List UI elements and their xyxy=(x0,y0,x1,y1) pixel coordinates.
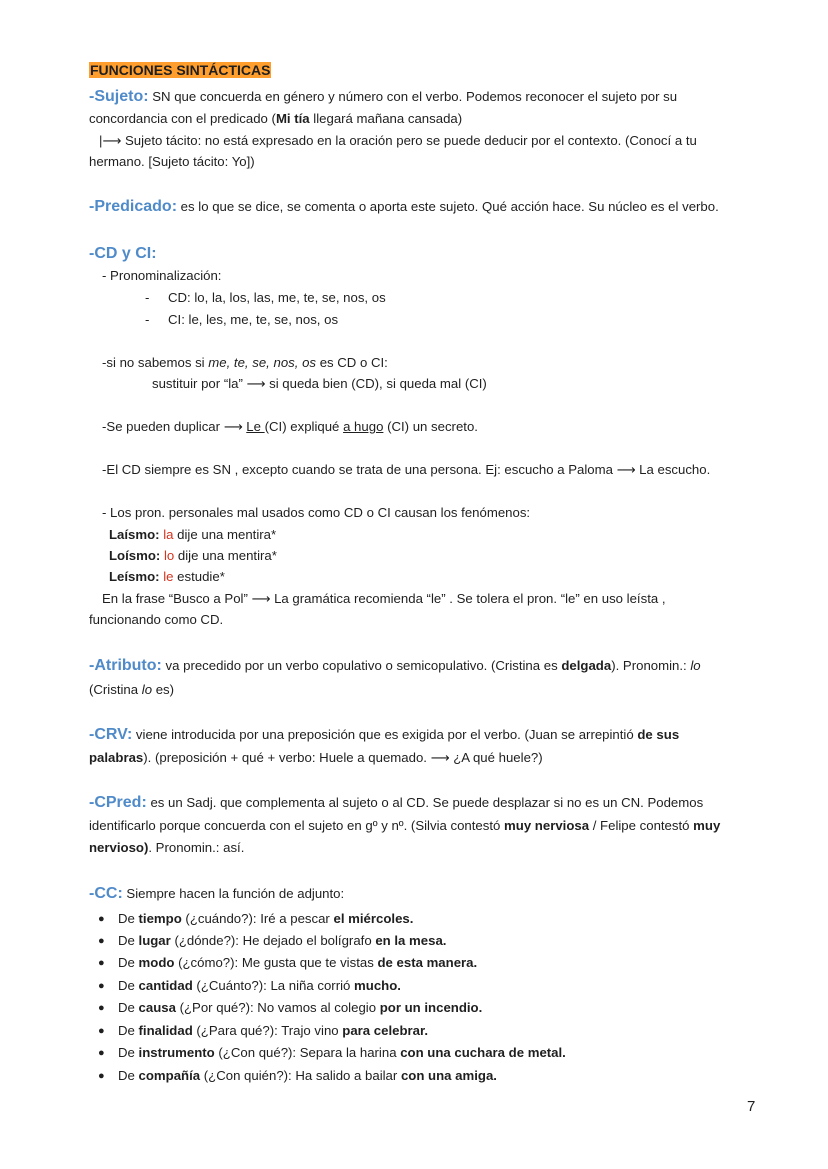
cpred-heading: -CPred: xyxy=(89,794,147,811)
loismo-pronoun: lo xyxy=(163,548,175,563)
leismo-label: Leísmo: xyxy=(109,569,160,584)
cc-item-q: (¿cómo?): Me gusta que te vistas xyxy=(174,955,378,970)
crv-line-2 xyxy=(89,748,543,768)
cc-item-ex: en la mesa. xyxy=(375,933,447,948)
predicado-line xyxy=(89,197,719,217)
bullet-icon: ● xyxy=(98,1047,105,1059)
bullet-icon: ● xyxy=(98,1070,105,1082)
bullet-icon: ● xyxy=(98,980,105,992)
cc-item-kind: causa xyxy=(138,1000,176,1015)
text-fragment: (CI) un secreto. xyxy=(383,419,478,434)
cc-item-kind: instrumento xyxy=(138,1045,215,1060)
cd-pronouns: CD: lo, la, los, las, me, te, se, nos, os xyxy=(168,290,386,305)
pron-fenomenos-line xyxy=(102,503,530,523)
crv-heading: -CRV: xyxy=(89,726,133,743)
ci-pronouns: CI: le, les, me, te, se, nos, os xyxy=(168,312,339,327)
bullet-icon: ● xyxy=(98,1025,105,1037)
cc-item-text xyxy=(118,909,413,929)
cc-item-text xyxy=(118,976,401,996)
loismo-example: dije una mentira* xyxy=(174,548,277,563)
sujeto-example: Mi tía xyxy=(275,111,310,126)
pronominalizacion-line xyxy=(102,266,221,286)
duplicar-line xyxy=(102,417,478,437)
cc-item-pre: De xyxy=(118,978,139,993)
sujeto-tacito-line-2 xyxy=(89,152,255,172)
cc-item-pre: De xyxy=(118,955,139,970)
text-fragment: ). Pronomin.: xyxy=(611,658,691,673)
cc-item-q: (¿Cuánto?): La niña corrió xyxy=(192,978,355,993)
leismo-example: estudie* xyxy=(173,569,225,584)
atributo-line-1 xyxy=(89,656,701,676)
text-fragment: / Felipe contestó xyxy=(589,818,694,833)
cc-item-q: (¿Para qué?): Trajo vino xyxy=(192,1023,343,1038)
cc-item-q: (¿Con qué?): Separa la harina xyxy=(214,1045,401,1060)
bullet-icon: ● xyxy=(98,1002,105,1014)
frase-line xyxy=(102,589,666,609)
leismo-pronoun: le xyxy=(163,569,174,584)
predicado-text: es lo que se dice, se comenta o aporta este sujeto. Qué acción hace. Su núcleo es el verbo. xyxy=(177,199,719,214)
cd-sn-text: -El CD siempre es SN , excepto cuando se trata de una persona. Ej: escucho a Paloma ⟶ La escucho. xyxy=(102,462,711,477)
cc-item-ex: con una cuchara de metal. xyxy=(400,1045,566,1060)
loismo-label: Loísmo: xyxy=(109,548,161,563)
cc-item-ex: el miércoles. xyxy=(333,911,414,926)
text-fragment: viene introducida por una preposición que es exigida por el verbo. (Juan se arrepintió xyxy=(132,727,638,742)
laismo-pronoun: la xyxy=(163,527,174,542)
text-fragment: de sus xyxy=(637,727,680,742)
cc-item-ex: por un incendio. xyxy=(379,1000,483,1015)
text-fragment: muy nerviosa xyxy=(504,818,590,833)
sustituir-text: sustituir por “la” ⟶ si queda bien (CD), si queda mal (CI) xyxy=(152,376,487,391)
sujeto-tacito-text: |⟶ Sujeto tácito: no está expresado en la oración pero se puede deducir por el contexto. (Conocí a tu xyxy=(99,133,697,148)
sujeto-tacito-line xyxy=(99,131,697,151)
text-fragment: es) xyxy=(152,682,175,697)
text-fragment: (CI) expliqué xyxy=(264,419,344,434)
cc-item-text xyxy=(118,953,477,973)
leismo-line xyxy=(109,567,225,587)
title-highlight: FUNCIONES SINTÁCTICAS xyxy=(90,62,271,78)
cc-item-q: (¿Por qué?): No vamos al colegio xyxy=(175,1000,380,1015)
cpred-line-2 xyxy=(89,816,720,836)
sujeto-heading: -Sujeto: xyxy=(89,88,149,105)
cc-item-pre: De xyxy=(118,911,139,926)
cc-item-ex: mucho. xyxy=(354,978,401,993)
text-fragment: lo xyxy=(141,682,153,697)
text-fragment: -Se pueden duplicar ⟶ xyxy=(102,419,247,434)
text-fragment: es un Sadj. que complementa al sujeto o al CD. Se puede desplazar si no es un CN. Podemos xyxy=(146,795,704,810)
text-fragment: me, te, se, nos, os xyxy=(208,355,317,370)
text-fragment: ). (preposición + qué + verbo: Huele a quemado. ⟶ ¿A qué huele?) xyxy=(143,750,543,765)
text-fragment: lo xyxy=(690,658,701,673)
bullet-icon: ● xyxy=(98,957,105,969)
cc-item-pre: De xyxy=(118,1068,139,1083)
cc-item-pre: De xyxy=(118,1023,139,1038)
text-fragment: . Pronomin.: así. xyxy=(148,840,245,855)
cc-item-text xyxy=(118,1066,497,1086)
loismo-line xyxy=(109,546,277,566)
cc-item-text xyxy=(118,998,482,1018)
laismo-line xyxy=(109,525,276,545)
atributo-line-2 xyxy=(89,680,174,700)
cc-item-ex: para celebrar. xyxy=(342,1023,429,1038)
crv-line-1 xyxy=(89,725,679,745)
predicado-heading: -Predicado: xyxy=(89,198,178,215)
text-fragment: palabras xyxy=(89,750,144,765)
cdci-heading-line xyxy=(89,244,157,264)
cc-item-ex: con una amiga. xyxy=(400,1068,497,1083)
cc-item-kind: lugar xyxy=(138,933,171,948)
cc-item-kind: tiempo xyxy=(138,911,182,926)
frase-text: funcionando como CD. xyxy=(89,612,224,627)
cc-item-text xyxy=(118,1021,428,1041)
sujeto-tacito-text: hermano. [Sujeto tácito: Yo]) xyxy=(89,154,255,169)
cpred-line-1 xyxy=(89,793,703,813)
si-no-sabemos-line xyxy=(102,353,388,373)
underlined-example: Le xyxy=(246,419,265,434)
dash-bullet: - xyxy=(145,312,150,327)
cc-item-kind: compañía xyxy=(138,1068,201,1083)
cc-item-pre: De xyxy=(118,933,139,948)
text-fragment: va precedido por un verbo copulativo o semicopulativo. (Cristina es xyxy=(161,658,562,673)
text-fragment: identificarlo porque concuerda con el sujeto en gº y nº. (Silvia contestó xyxy=(89,818,505,833)
atributo-heading: -Atributo: xyxy=(89,657,162,674)
cc-item-kind: cantidad xyxy=(138,978,193,993)
cc-item-ex: de esta manera. xyxy=(377,955,478,970)
text-fragment: nervioso) xyxy=(89,840,149,855)
cc-item-pre: De xyxy=(118,1000,139,1015)
sujeto-text: llegará mañana cansada) xyxy=(309,111,463,126)
sujeto-text: SN que concuerda en género y número con el verbo. Podemos reconocer el sujeto por su xyxy=(148,89,678,104)
bullet-icon: ● xyxy=(98,935,105,947)
text-fragment: delgada xyxy=(561,658,612,673)
text-fragment: muy xyxy=(693,818,721,833)
underlined-example: a hugo xyxy=(343,419,384,434)
page-title xyxy=(89,60,271,81)
sujeto-line-2 xyxy=(89,109,462,129)
page-number: 7 xyxy=(747,1098,756,1115)
cc-intro: Siempre hacen la función de adjunto: xyxy=(122,886,345,901)
cc-heading: -CC: xyxy=(89,885,123,902)
bullet-icon: ● xyxy=(98,913,105,925)
cc-item-text xyxy=(118,1043,566,1063)
laismo-example: dije una mentira* xyxy=(173,527,277,542)
text-fragment: -si no sabemos si xyxy=(102,355,209,370)
cc-item-kind: modo xyxy=(138,955,175,970)
sujeto-text: concordancia con el predicado ( xyxy=(89,111,276,126)
cc-item-pre: De xyxy=(118,1045,139,1060)
sujeto-line-1 xyxy=(89,87,677,107)
cpred-line-3 xyxy=(89,838,244,858)
laismo-label: Laísmo: xyxy=(109,527,160,542)
cc-item-q: (¿dónde?): He dejado el bolígrafo xyxy=(170,933,376,948)
cc-heading-line xyxy=(89,884,344,904)
text-fragment: es CD o CI: xyxy=(316,355,388,370)
cc-item-kind: finalidad xyxy=(138,1023,193,1038)
pron-fenomenos-text: - Los pron. personales mal usados como CD o CI causan los fenómenos: xyxy=(102,505,531,520)
pronominalizacion-label: - Pronominalización: xyxy=(102,268,222,283)
cc-item-text xyxy=(118,931,446,951)
cc-item-q: (¿cuándo?): Iré a pescar xyxy=(181,911,334,926)
sustituir-line xyxy=(152,374,487,394)
cd-sn-line xyxy=(102,460,710,480)
dash-bullet: - xyxy=(145,290,150,305)
frase-text: En la frase “Busco a Pol” ⟶ La gramática recomienda “le” . Se tolera el pron. “le” en uso leísta , xyxy=(102,591,666,606)
cc-item-q: (¿Con quién?): Ha salido a bailar xyxy=(200,1068,401,1083)
cdci-heading: -CD y CI: xyxy=(89,245,157,262)
text-fragment: (Cristina xyxy=(89,682,142,697)
frase-line-2 xyxy=(89,610,223,630)
